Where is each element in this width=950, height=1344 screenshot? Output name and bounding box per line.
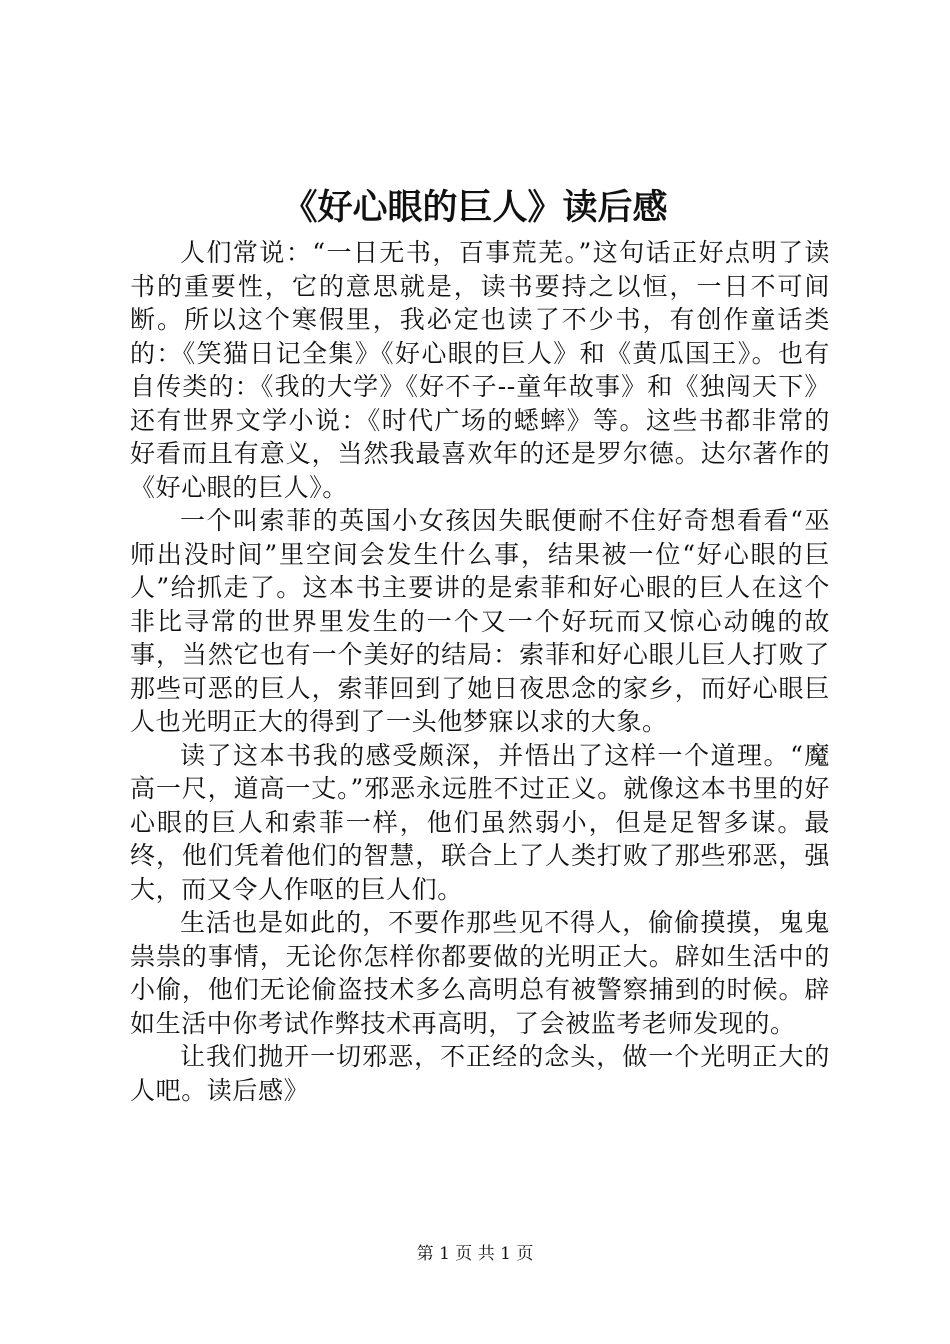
document-title: 《好心眼的巨人》读后感 bbox=[282, 187, 668, 228]
paragraph-5: 让我们抛开一切邪恶，不正经的念头，做一个光明正大的人吧。读后感》 bbox=[130, 1042, 830, 1105]
document-body bbox=[130, 236, 830, 1107]
paragraph-1: 人们常说：“一日无书，百事荒芜。”这句话正好点明了读书的重要性，它的意思就是，读书要持之以恒，一日不可间断。所以这个寒假里，我必定也读了不少书，有创作童话类的：《笑猫日记全集》《好心眼的巨人》和《黄瓜国王》。也有自传类的：《我的大学》《好不子--童年故事》和《独闯天下》还有世界文学小说：《时代广场的蟋蟀》等。这些书都非常的好看而且有意义，当然我最喜欢年的还是罗尔德。达尔著作的《好心眼的巨人》。 bbox=[130, 238, 830, 502]
paragraph-4: 生活也是如此的，不要作那些见不得人，偷偷摸摸，鬼鬼祟祟的事情，无论你怎样你都要做的光明正大。辟如生活中的小偷，他们无论偷盗技术多么高明总有被警察捕到的时候。辟如生活中你考试作弊技术再高明，了会被监考老师发现的。 bbox=[130, 908, 830, 1038]
page-footer: 第 1 页 共 1 页 bbox=[416, 1244, 534, 1264]
paragraph-3: 读了这本书我的感受颇深，并悟出了这样一个道理。“魔高一尺，道高一丈。”邪恶永远胜不过正义。就像这本书里的好心眼的巨人和索菲一样，他们虽然弱小，但是足智多谋。最终，他们凭着他们的智慧，联合上了人类打败了那些邪恶，强大，而又令人作呕的巨人们。 bbox=[130, 740, 830, 904]
paragraph-2: 一个叫索菲的英国小女孩因失眠便耐不住好奇想看看“巫师出没时间”里空间会发生什么事，结果被一位“好心眼的巨人”给抓走了。这本书主要讲的是索菲和好心眼的巨人在这个非比寻常的世界里发生的一个又一个好玩而又惊心动魄的故事，当然它也有一个美好的结局：索菲和好心眼儿巨人打败了那些可恶的巨人，索菲回到了她日夜思念的家乡，而好心眼巨人也光明正大的得到了一头他梦寐以求的大象。 bbox=[130, 506, 830, 736]
